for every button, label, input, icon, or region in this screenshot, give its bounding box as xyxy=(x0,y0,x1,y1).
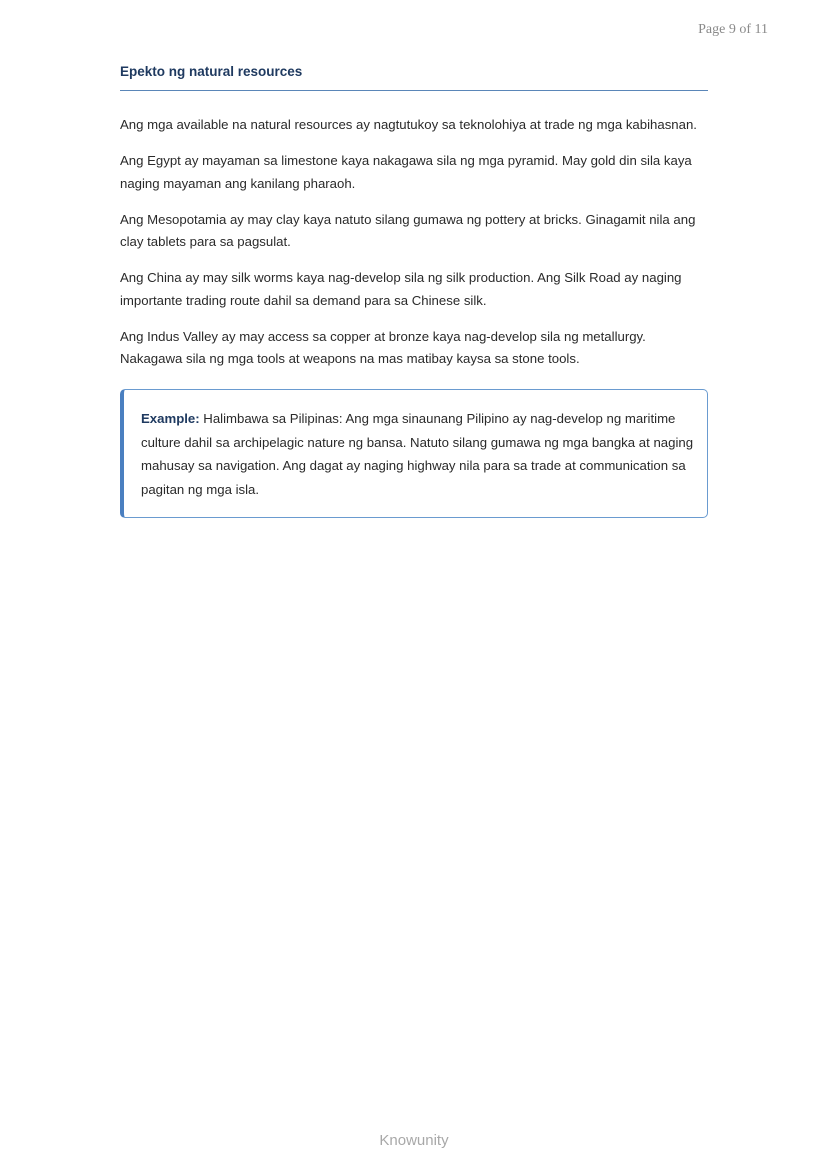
example-callout xyxy=(120,389,708,518)
paragraph: Ang Mesopotamia ay may clay kaya natuto silang gumawa ng pottery at bricks. Ginagamit nila ang clay tablets para sa pagsulat. xyxy=(120,211,696,249)
section-title: Epekto ng natural resources xyxy=(120,64,303,79)
title-divider xyxy=(120,90,708,91)
page-indicator: Page 9 of 11 xyxy=(698,22,768,37)
paragraph: Ang mga available na natural resources ay nagtutukoy sa teknolohiya at trade ng mga kabihasnan. xyxy=(120,117,697,132)
paragraph: Ang China ay may silk worms kaya nag-develop sila ng silk production. Ang Silk Road ay naging importante trading route dahil sa demand para sa Chinese silk. xyxy=(120,270,682,308)
paragraph: Ang Indus Valley ay may access sa copper at bronze kaya nag-develop sila ng metallurgy. Nakagawa sila ng mga tools at weapons na mas matibay kaysa sa stone tools. xyxy=(120,328,646,366)
example-label: Example: xyxy=(141,411,200,426)
footer-brand: Knowunity xyxy=(379,1132,449,1149)
section-body xyxy=(120,114,710,384)
paragraph: Ang Egypt ay mayaman sa limestone kaya nakagawa sila ng mga pyramid. May gold din sila kaya naging mayaman ang kanilang pharaoh. xyxy=(120,153,692,191)
example-text: Halimbawa sa Pilipinas: Ang mga sinaunang Pilipino ay nag-develop ng maritime culture dahil sa archipelagic nature ng bansa. Natuto silang gumawa ng mga bangka at naging mahusay sa navigation. Ang dagat ay naging highway nila para sa trade at communication sa pagitan ng mga isla. xyxy=(141,411,694,497)
